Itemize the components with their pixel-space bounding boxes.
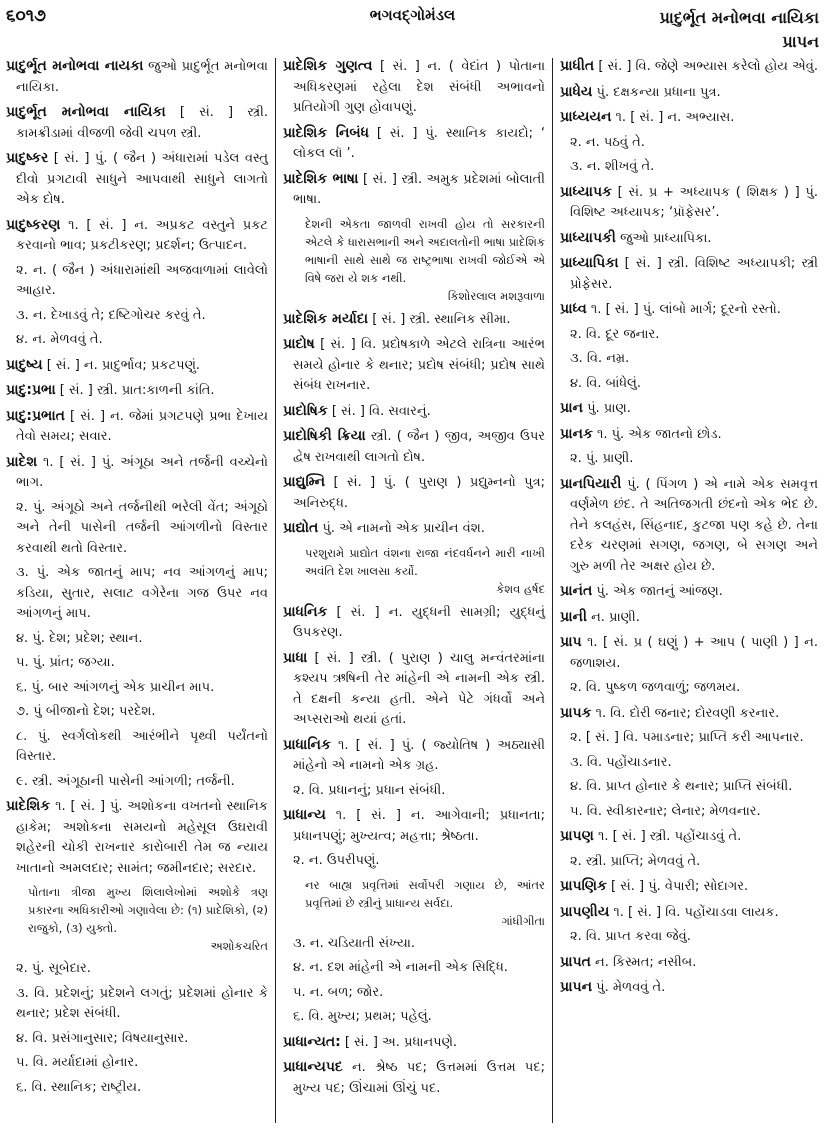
sense-text: ૬. વિ. મુખ્ય; પ્રથમ; પહેલું. bbox=[293, 1009, 432, 1024]
quotation bbox=[283, 215, 545, 287]
dictionary-entry bbox=[283, 426, 545, 468]
sense-text: ૩. વિ. નમ્ર. bbox=[570, 351, 630, 366]
source-name: કિશોરલાલ મશરૂવાળા bbox=[447, 288, 545, 303]
definition: ૧. [ સં. ] પું. અશોકના વખતનો સ્થાનિક હાકેમ; અશોકના સમયનો મહેસૂલ ઉઘરાવી શહેરની ચોકી રાખનાર કારોબારી તેમ જ ન્યાય ખાતાનો અમલદાર; સામંત; જમીનદાર; સરદાર. bbox=[16, 799, 268, 876]
dictionary-title: ભગવદ્ગોમંડલ bbox=[369, 6, 456, 24]
definition: ૧. [ સં. ] પું. અંગૂઠા અને તર્જની વચ્ચેનો ભાગ. bbox=[16, 454, 268, 490]
headword: પ્રાદેશિક ભાષા bbox=[283, 170, 359, 187]
headword: પ્રાદોષ bbox=[283, 336, 315, 352]
quotation-source bbox=[283, 912, 545, 930]
definition: [ સં. ] વિ. પ્રદોષકાળે એટલે રાત્રિના આરંભ સમયે હોનાર કે થનાર; પ્રદોષ સંબંધી; પ્રદોષ સાથે સંબંધ રાખનાર. bbox=[293, 337, 545, 393]
headword: પ્રાપણિક bbox=[560, 878, 607, 894]
entry-sense bbox=[6, 330, 268, 351]
dictionary-entry bbox=[560, 826, 818, 848]
headword: પ્રાદેશિક ગુણત્વ bbox=[283, 58, 373, 74]
headword: પ્રાધીત bbox=[560, 58, 595, 74]
definition: ૧. પું. એક જાતનો છોડ. bbox=[592, 426, 722, 442]
definition: પું. ( પિંગળ ) એ નામે એક સમવૃત્ત વર્ણમેળ છંદ. તે અતિજગતી છંદનો એક ભેદ છે. તેને કલહંસ, સિંહનાદ, કુટજા પણ કહે છે. તેના દરેક ચરણમાં સગણ, જગણ, બે સગણ અને ગુરુ મળી તેર અક્ષર હોય છે. bbox=[570, 476, 818, 574]
quotation-source bbox=[6, 937, 268, 955]
definition: પું. એક જાતનું આંજણ. bbox=[592, 584, 723, 599]
definition: [ સં. ] પું. સ્થાનિક કાયદો; ‘ લોકલ લૉ ’. bbox=[293, 125, 546, 161]
entry-sense bbox=[283, 958, 545, 979]
headword: પ્રાધ્યયન bbox=[560, 109, 612, 125]
entry-sense bbox=[6, 498, 268, 560]
sense-text: ૨. ન. ( જૈન ) અંધારામાંથી અજવાળામાં લાવેલો આહાર. bbox=[16, 262, 268, 298]
definition: [ સં. ] સ્ત્રી. ( પુરાણ ) ચાલુ મન્વંતરમાંના કશ્યપ ઋષિની તેર માંહેની એ નામની એક સ્ત્રી. તે દક્ષની કન્યા હતી. એને પેટે ગંધર્વો અને અપ્સરાઓ થયાં હતાં. bbox=[293, 650, 545, 727]
headword: પ્રાદુ:પ્રભા bbox=[6, 382, 56, 398]
definition: પું. એ નામનો એક પ્રાચીન વંશ. bbox=[318, 521, 485, 536]
headword: પ્રાધા bbox=[283, 649, 308, 666]
entry-sense bbox=[6, 563, 268, 625]
headword: પ્રાનપિયારી bbox=[560, 475, 622, 492]
guide-word-last: પ્રાપન bbox=[782, 32, 819, 51]
definition: [ સં. ] ન. જેમાં પ્રગટપણે પ્રભા દેખાય તેવો સમય; સવાર. bbox=[16, 408, 268, 444]
source-name: અશોકચરિત bbox=[210, 939, 268, 953]
headword: પ્રાનંત bbox=[560, 583, 593, 599]
entry-sense bbox=[560, 927, 818, 948]
sense-text: ૪. વિ. પ્રસંગાનુસાર; વિષયાનુસાર. bbox=[16, 1030, 189, 1046]
sense-text: ૪. વિ. બાંધેલું. bbox=[570, 375, 642, 391]
headword: પ્રાદુર્ભૂત મનોભવા નાયિકા bbox=[6, 104, 166, 120]
dictionary-entry bbox=[560, 876, 818, 898]
headword: પ્રાપણ bbox=[560, 828, 594, 844]
entry-sense bbox=[6, 678, 268, 699]
sense-text: ૨. વિ. પ્રાપ્ત કરવા જેવું. bbox=[570, 929, 691, 944]
definition: [ સં. ] ન. યુદ્ધની સામગ્રી; યુદ્ધનું ઉપકરણ. bbox=[293, 604, 545, 640]
dictionary-entry bbox=[560, 253, 818, 295]
dictionary-entry bbox=[560, 182, 818, 224]
dictionary-entry bbox=[560, 607, 818, 629]
sense-text: ૩. પું. એક જાતનું માપ; નવ આંગળનું માપ; કડિયા, સુતાર, સલાટ વગેરેના ગજ ઉપર નવ આંગળનું માપ. bbox=[16, 565, 268, 621]
headword: પ્રાધાન્યપદ bbox=[283, 1059, 343, 1075]
sense-text: ૯. સ્ત્રી. અંગૂઠાની પાસેની આંગળી; તર્જની. bbox=[16, 773, 235, 789]
dictionary-entry bbox=[283, 805, 545, 847]
sense-text: ૪. પું. દેશ; પ્રદેશ; સ્થાન. bbox=[16, 630, 143, 646]
definition: જુઓ પ્રાદુર્ભૂત મનોભવા નાયિકા. bbox=[16, 59, 268, 95]
entry-sense bbox=[6, 1053, 268, 1074]
definition: પું. પ્રાણ. bbox=[582, 401, 631, 416]
sense-text: ૫. વિ. સ્વીકારનાર; લેનાર; મેળવનાર. bbox=[570, 803, 761, 819]
dictionary-entry bbox=[560, 977, 818, 999]
headword: પ્રાધ્યાપિકા bbox=[560, 255, 619, 271]
entry-sense bbox=[6, 959, 268, 980]
entry-sense bbox=[560, 157, 818, 178]
definition: ૧. [ સં. ] સ્ત્રી. પહોંચાડવું તે. bbox=[593, 829, 742, 844]
sense-text: ૨. વિ. પુષ્કળ જળવાળું; જળમય. bbox=[570, 680, 741, 695]
dictionary-entry bbox=[560, 902, 818, 924]
entry-sense bbox=[6, 772, 268, 793]
entry-sense bbox=[283, 983, 545, 1004]
definition: [ સં. ] અ. પ્રધાનપણે. bbox=[340, 1034, 458, 1050]
dictionary-entry bbox=[560, 107, 818, 129]
quotation-text: પોતાના ત્રીજા મુખ્ય શિલાલેખોમાં અશોકે ત્રણ પ્રકારના અધિકારીઓ ગણાવેલા છે: (૧) પ્રાદેશિકો, (૨) રાજુકો, (૩) યુક્તો. bbox=[28, 885, 268, 935]
dictionary-entry bbox=[283, 735, 545, 777]
definition: [ સં. ] સ્ત્રી. સ્થાનિક સીમા. bbox=[368, 311, 511, 327]
dictionary-entry bbox=[283, 472, 545, 514]
sense-text: ૪. વિ. પ્રાપ્ત હોનાર કે થનાર; પ્રાપ્તિ સંબંધી. bbox=[570, 779, 793, 794]
sense-text: ૩. ન. ચડિયાતી સંખ્યા. bbox=[293, 935, 416, 951]
dictionary-entry bbox=[6, 148, 268, 211]
entry-sense bbox=[560, 133, 818, 154]
headword: પ્રાદ્યુમ્નિ bbox=[283, 474, 326, 490]
dictionary-entry bbox=[283, 518, 545, 540]
headword: પ્રાદુષ્ય bbox=[6, 356, 43, 373]
sense-text: ૩. વિ. પ્રદેશનું; પ્રદેશને લગતું; પ્રદેશમાં હોનાર કે થનાર; પ્રદેશ સંબંધી. bbox=[16, 985, 268, 1021]
definition: [ સં. ] સ્ત્રી. પ્રાત:કાળની કાંતિ. bbox=[55, 383, 215, 398]
definition: [ સં. ] વિ. સવારનું. bbox=[327, 403, 431, 419]
entry-sense bbox=[6, 306, 268, 327]
entry-sense bbox=[283, 934, 545, 955]
definition: ૧. [ સં. ] પું. ( જ્યોતિષ ) અઠ્યાસી માંહેનો એ નામનો એક ગ્રહ. bbox=[293, 737, 545, 773]
sense-text: ૬. વિ. સ્થાનિક; રાષ્ટ્રીય. bbox=[16, 1079, 142, 1095]
headword: પ્રાદુષ્કર bbox=[6, 150, 49, 166]
headword: પ્રાદ્યોત bbox=[283, 520, 319, 536]
dictionary-entry bbox=[283, 56, 545, 119]
quotation-text: નર બાહ્ય પ્રવૃત્તિમાં સર્વોપરી ગણાય છે, આંતર પ્રવૃત્તિમાં છે સ્ત્રીનું પ્રાધાન્ય સર્વદા. bbox=[305, 877, 545, 910]
dictionary-entry bbox=[560, 703, 818, 725]
sense-text: ૩. ન. દેખાડવું તે; દષ્ટિગોચર કરવું તે. bbox=[16, 307, 206, 323]
column-divider bbox=[275, 58, 276, 1123]
sense-text: ૨. પું. સૂબેદાર. bbox=[16, 961, 91, 976]
sense-text: ૪. ન. મેળવવું તે. bbox=[16, 332, 103, 347]
column-1 bbox=[6, 56, 268, 1102]
entry-sense bbox=[560, 325, 818, 346]
entry-sense bbox=[6, 261, 268, 302]
definition: [ સં. ] સ્ત્રી. વિશિષ્ટ અધ્યાપકી; સ્ત્રી પ્રોફેસર. bbox=[570, 256, 818, 292]
sense-text: ૫. ન. બળ; જોર. bbox=[293, 984, 384, 1000]
sense-text: ૨. વિ. પ્રધાનનું; પ્રધાન સંબંધી. bbox=[293, 782, 446, 798]
entry-sense bbox=[6, 1078, 268, 1099]
definition: [ સં. ] પું. ( પુરાણ ) પ્રદ્યુમ્નનો પુત્ર; અનિરુદ્ધ. bbox=[293, 475, 545, 511]
entry-sense bbox=[560, 349, 818, 370]
dictionary-entry bbox=[6, 56, 268, 98]
dictionary-entry bbox=[560, 952, 818, 974]
definition: [ સં. ] પું. વેપારી; સોદાગર. bbox=[606, 879, 749, 894]
dictionary-entry bbox=[6, 215, 268, 257]
headword: પ્રાદુષ્કરણ bbox=[6, 216, 61, 233]
entry-sense bbox=[560, 728, 818, 749]
definition: સ્ત્રી. ( જૈન ) જીવ, અજીવ ઉપર દ્વેષ રાખવાથી લાગતો દોષ. bbox=[293, 429, 545, 465]
headword: પ્રાપણીય bbox=[560, 903, 610, 920]
dictionary-entry bbox=[283, 602, 545, 644]
entry-sense bbox=[283, 1007, 545, 1028]
sense-text: ૨. વિ. દૂર જનાર. bbox=[570, 326, 660, 342]
definition: [ સં. પ્ર + અધ્યાપક ( શિક્ષક ) ] પું. વિશિષ્ટ અધ્યાપક; ‘પ્રૉફેસર’. bbox=[570, 184, 818, 220]
definition: [ સં. ] ન. પ્રાદુર્ભાવ; પ્રકટપણું. bbox=[42, 357, 201, 373]
sense-text: ૨. ન. ઉપરીપણું. bbox=[293, 853, 380, 868]
sense-text: ૩. વિ. પહોંચાડનાર. bbox=[570, 754, 672, 770]
dictionary-entry bbox=[560, 228, 818, 250]
dictionary-entry bbox=[560, 474, 818, 578]
dictionary-entry bbox=[283, 169, 545, 211]
quotation bbox=[6, 883, 268, 937]
headword: પ્રાધાન્ય bbox=[283, 807, 326, 823]
headword: પ્રાધાનિક bbox=[283, 736, 331, 753]
dictionary-entry bbox=[560, 424, 818, 446]
headword: પ્રાદેશિક bbox=[6, 798, 51, 814]
sense-text: ૫. વિ. મર્યાદામાં હોનાર. bbox=[16, 1055, 139, 1070]
page-number: ૬૦૧૭ bbox=[6, 6, 46, 26]
headword: પ્રાની bbox=[560, 608, 587, 625]
definition: ૧. [ સં. ] પું. લાંબો માર્ગ; દૂરનો રસ્તો. bbox=[586, 302, 781, 317]
sense-text: ૪. ન. દશ માંહેની એ નામની એક સિદ્ધિ. bbox=[293, 960, 508, 975]
entry-sense bbox=[560, 374, 818, 395]
sense-text: ૨. ન. પઠવું તે. bbox=[570, 134, 645, 150]
definition: [ સં. ] સ્ત્રી. અમુક પ્રદેશમાં બોલાતી ભાષા. bbox=[293, 171, 545, 207]
definition: જુઓ પ્રાધ્યાપિકા. bbox=[615, 230, 712, 246]
dictionary-entry bbox=[6, 406, 268, 448]
dictionary-entry bbox=[560, 299, 818, 321]
entry-sense bbox=[6, 1029, 268, 1050]
headword: પ્રાદુર્ભૂત મનોભવા નાયકા bbox=[6, 58, 144, 74]
quotation bbox=[283, 544, 545, 580]
dictionary-entry bbox=[6, 452, 268, 494]
headword: પ્રાધ્વ bbox=[560, 301, 587, 317]
dictionary-entry bbox=[560, 581, 818, 603]
definition: [ સં. ] વિ. જેણે અભ્યાસ કરેલો હોય એવું. bbox=[594, 59, 819, 74]
dictionary-entry bbox=[560, 56, 818, 78]
headword: પ્રાદેશિક મર્યાદા bbox=[283, 310, 369, 327]
column-2 bbox=[283, 56, 545, 1103]
headword: પ્રાધ્યાપક bbox=[560, 183, 612, 200]
quotation-text: દેશની એકતા જાળવી રાખવી હોય તો સરકારની એટલે કે ધારાસભાની અને અદાલતોની ભાષા પ્રાદેશિક ભાષાની સાથે સાથે જ રાષ્ટ્રભાષા રાખવી જોઈએ એ વિષે જરા યે શક નથી. bbox=[305, 216, 545, 285]
definition: પું. દક્ષકન્યા પ્રધાના પુત્ર. bbox=[592, 84, 721, 100]
definition: ૧. [ સં. ] વિ. પહોંચાડવા લાયક. bbox=[609, 904, 779, 920]
dictionary-entry bbox=[283, 401, 545, 423]
dictionary-entry bbox=[283, 648, 545, 731]
definition: ૧. [ સં. પ્ર ( ઘણું ) + આપ ( પાણી ) ] ન. જળાશય. bbox=[570, 635, 818, 671]
definition: [ સં. ] ન. ( વેદાંત ) પોતાના અધિકરણમાં રહેલા દેશ સંબંધી અભાવનો પ્રતિયોગી ગુણ હોવાપણું. bbox=[293, 59, 546, 115]
headword: પ્રાધાન્યત: bbox=[283, 1033, 341, 1050]
definition: ૧. વિ. દોરી જનાર; દોરવણી કરનાર. bbox=[591, 705, 780, 721]
entry-sense bbox=[560, 678, 818, 699]
entry-sense bbox=[6, 629, 268, 650]
definition: [ સં. ] પું. ( જૈન ) અંધારામાં પડેલ વસ્તુ દીવો પ્રગટાવી સાધુને આપવાથી સાધુને લાગતો એક દોષ. bbox=[16, 151, 268, 207]
entry-sense bbox=[283, 851, 545, 872]
quotation-text: પરશુરામે પ્રાદ્યોત વંશના રાજા નંદવર્ધનને મારી નાખી અવંતિ દેશ ખાલસા કર્યો. bbox=[305, 545, 545, 578]
headword: પ્રાપત bbox=[560, 953, 591, 970]
headword: પ્રાદોષિક bbox=[283, 402, 328, 419]
entry-sense bbox=[6, 984, 268, 1025]
headword: પ્રાધનિક bbox=[283, 603, 328, 620]
dictionary-entry bbox=[283, 309, 545, 331]
entry-sense bbox=[6, 727, 268, 768]
source-name: કેશવ હર્ષદ bbox=[496, 581, 545, 596]
sense-text: ૨. સ્ત્રી. પ્રાપ્તિ; મેળવવું તે. bbox=[570, 853, 701, 869]
dictionary-entry bbox=[6, 355, 268, 377]
dictionary-entry bbox=[283, 123, 545, 165]
entry-sense bbox=[6, 702, 268, 723]
headword: પ્રાદેશ bbox=[6, 453, 38, 470]
definition: પું. મેળવવું તે. bbox=[592, 980, 666, 995]
guide-word-first: પ્રાદુર્ભૂત મનોભવા નાયિકા bbox=[659, 8, 819, 27]
column-divider bbox=[552, 58, 553, 1123]
dictionary-entry bbox=[560, 398, 818, 420]
headword: પ્રાદુ:પ્રભાત bbox=[6, 407, 65, 424]
dictionary-entry bbox=[6, 796, 268, 879]
headword: પ્રાધ્યાપકી bbox=[560, 229, 616, 246]
definition: ૧. [ સં. ] ન. આગેવાની; પ્રધાનતા; પ્રધાનપણું; મુખ્યત્વ; મહત્તા; શ્રેષ્ઠતા. bbox=[293, 808, 545, 844]
sense-text: ૫. પું. પ્રાંત; જગ્યા. bbox=[16, 655, 115, 670]
definition: ન. શ્રેષ્ઠ પદ; ઉત્તમમાં ઉત્તમ પદ; મુખ્ય પદ; ઊંચામાં ઊંચું પદ. bbox=[293, 1060, 545, 1096]
source-name: ગાંધીગીતા bbox=[501, 913, 545, 928]
column-3 bbox=[560, 56, 818, 1003]
sense-text: ૭. પું બીજાનો દેશ; પરદેશ. bbox=[16, 704, 156, 719]
definition: ૧. [ સં. ] ન. અપ્રકટ વસ્તુને પ્રકટ કરવાનો ભાવ; પ્રકટીકરણ; પ્રદર્શન; ઉત્પાદન. bbox=[16, 217, 268, 253]
headword: પ્રાધેય bbox=[560, 83, 593, 100]
dictionary-entry bbox=[283, 1057, 545, 1099]
quotation-source bbox=[283, 580, 545, 598]
dictionary-entry bbox=[6, 102, 268, 144]
sense-text: ૩. ન. શીખવું તે. bbox=[570, 159, 655, 174]
headword: પ્રાદેશિક નિબંધ bbox=[283, 124, 370, 141]
definition: ન. પ્રાણી. bbox=[586, 609, 640, 625]
sense-text: ૨. પું. પ્રાણી. bbox=[570, 451, 634, 466]
entry-sense bbox=[560, 852, 818, 873]
headword: પ્રાપક bbox=[560, 704, 592, 721]
headword: પ્રાપ bbox=[560, 634, 582, 650]
entry-sense bbox=[560, 753, 818, 774]
guide-words bbox=[660, 6, 819, 54]
definition: [ સં. ] સ્ત્રી. કામક્રીડામાં વીજળી જેવી ચપળ સ્ત્રી. bbox=[16, 105, 268, 141]
entry-sense bbox=[560, 802, 818, 823]
dictionary-entry bbox=[283, 334, 545, 397]
headword: પ્રાદોષિકી ક્રિયા bbox=[283, 428, 366, 444]
dictionary-entry bbox=[560, 632, 818, 674]
sense-text: ૨. [ સં. ] વિ. પમાડનાર; પ્રાપ્તિ કરી આપનાર. bbox=[570, 730, 804, 745]
headword: પ્રાનક bbox=[560, 425, 593, 442]
sense-text: ૬. પું. બાર આંગળનું એક પ્રાચીન માપ. bbox=[16, 679, 215, 695]
entry-sense bbox=[6, 653, 268, 674]
sense-text: ૮. પું. સ્વર્ગલોકથી આરંભીને પૃથ્વી પર્યંતનો વિસ્તાર. bbox=[16, 728, 268, 764]
headword: પ્રાન bbox=[560, 400, 583, 416]
quotation-source bbox=[283, 287, 545, 305]
sense-text: ૨. પું. અંગૂઠો અને તર્જનીથી ભરેલી વેંત; અંગૂઠો અને તેની પાસેની તર્જની આંગળીનો વિસ્તાર કરવાથી થતો વિસ્તાર. bbox=[16, 499, 268, 556]
headword: પ્રાપન bbox=[560, 979, 593, 995]
definition: ૧. [ સં. ] ન. અભ્યાસ. bbox=[611, 110, 735, 125]
definition: ન. કિસ્મત; નસીબ. bbox=[590, 954, 697, 970]
dictionary-entry bbox=[6, 380, 268, 402]
dictionary-entry bbox=[283, 1032, 545, 1054]
entry-sense bbox=[283, 781, 545, 802]
entry-sense bbox=[560, 449, 818, 470]
entry-sense bbox=[560, 777, 818, 798]
quotation bbox=[283, 876, 545, 912]
dictionary-entry bbox=[560, 82, 818, 104]
